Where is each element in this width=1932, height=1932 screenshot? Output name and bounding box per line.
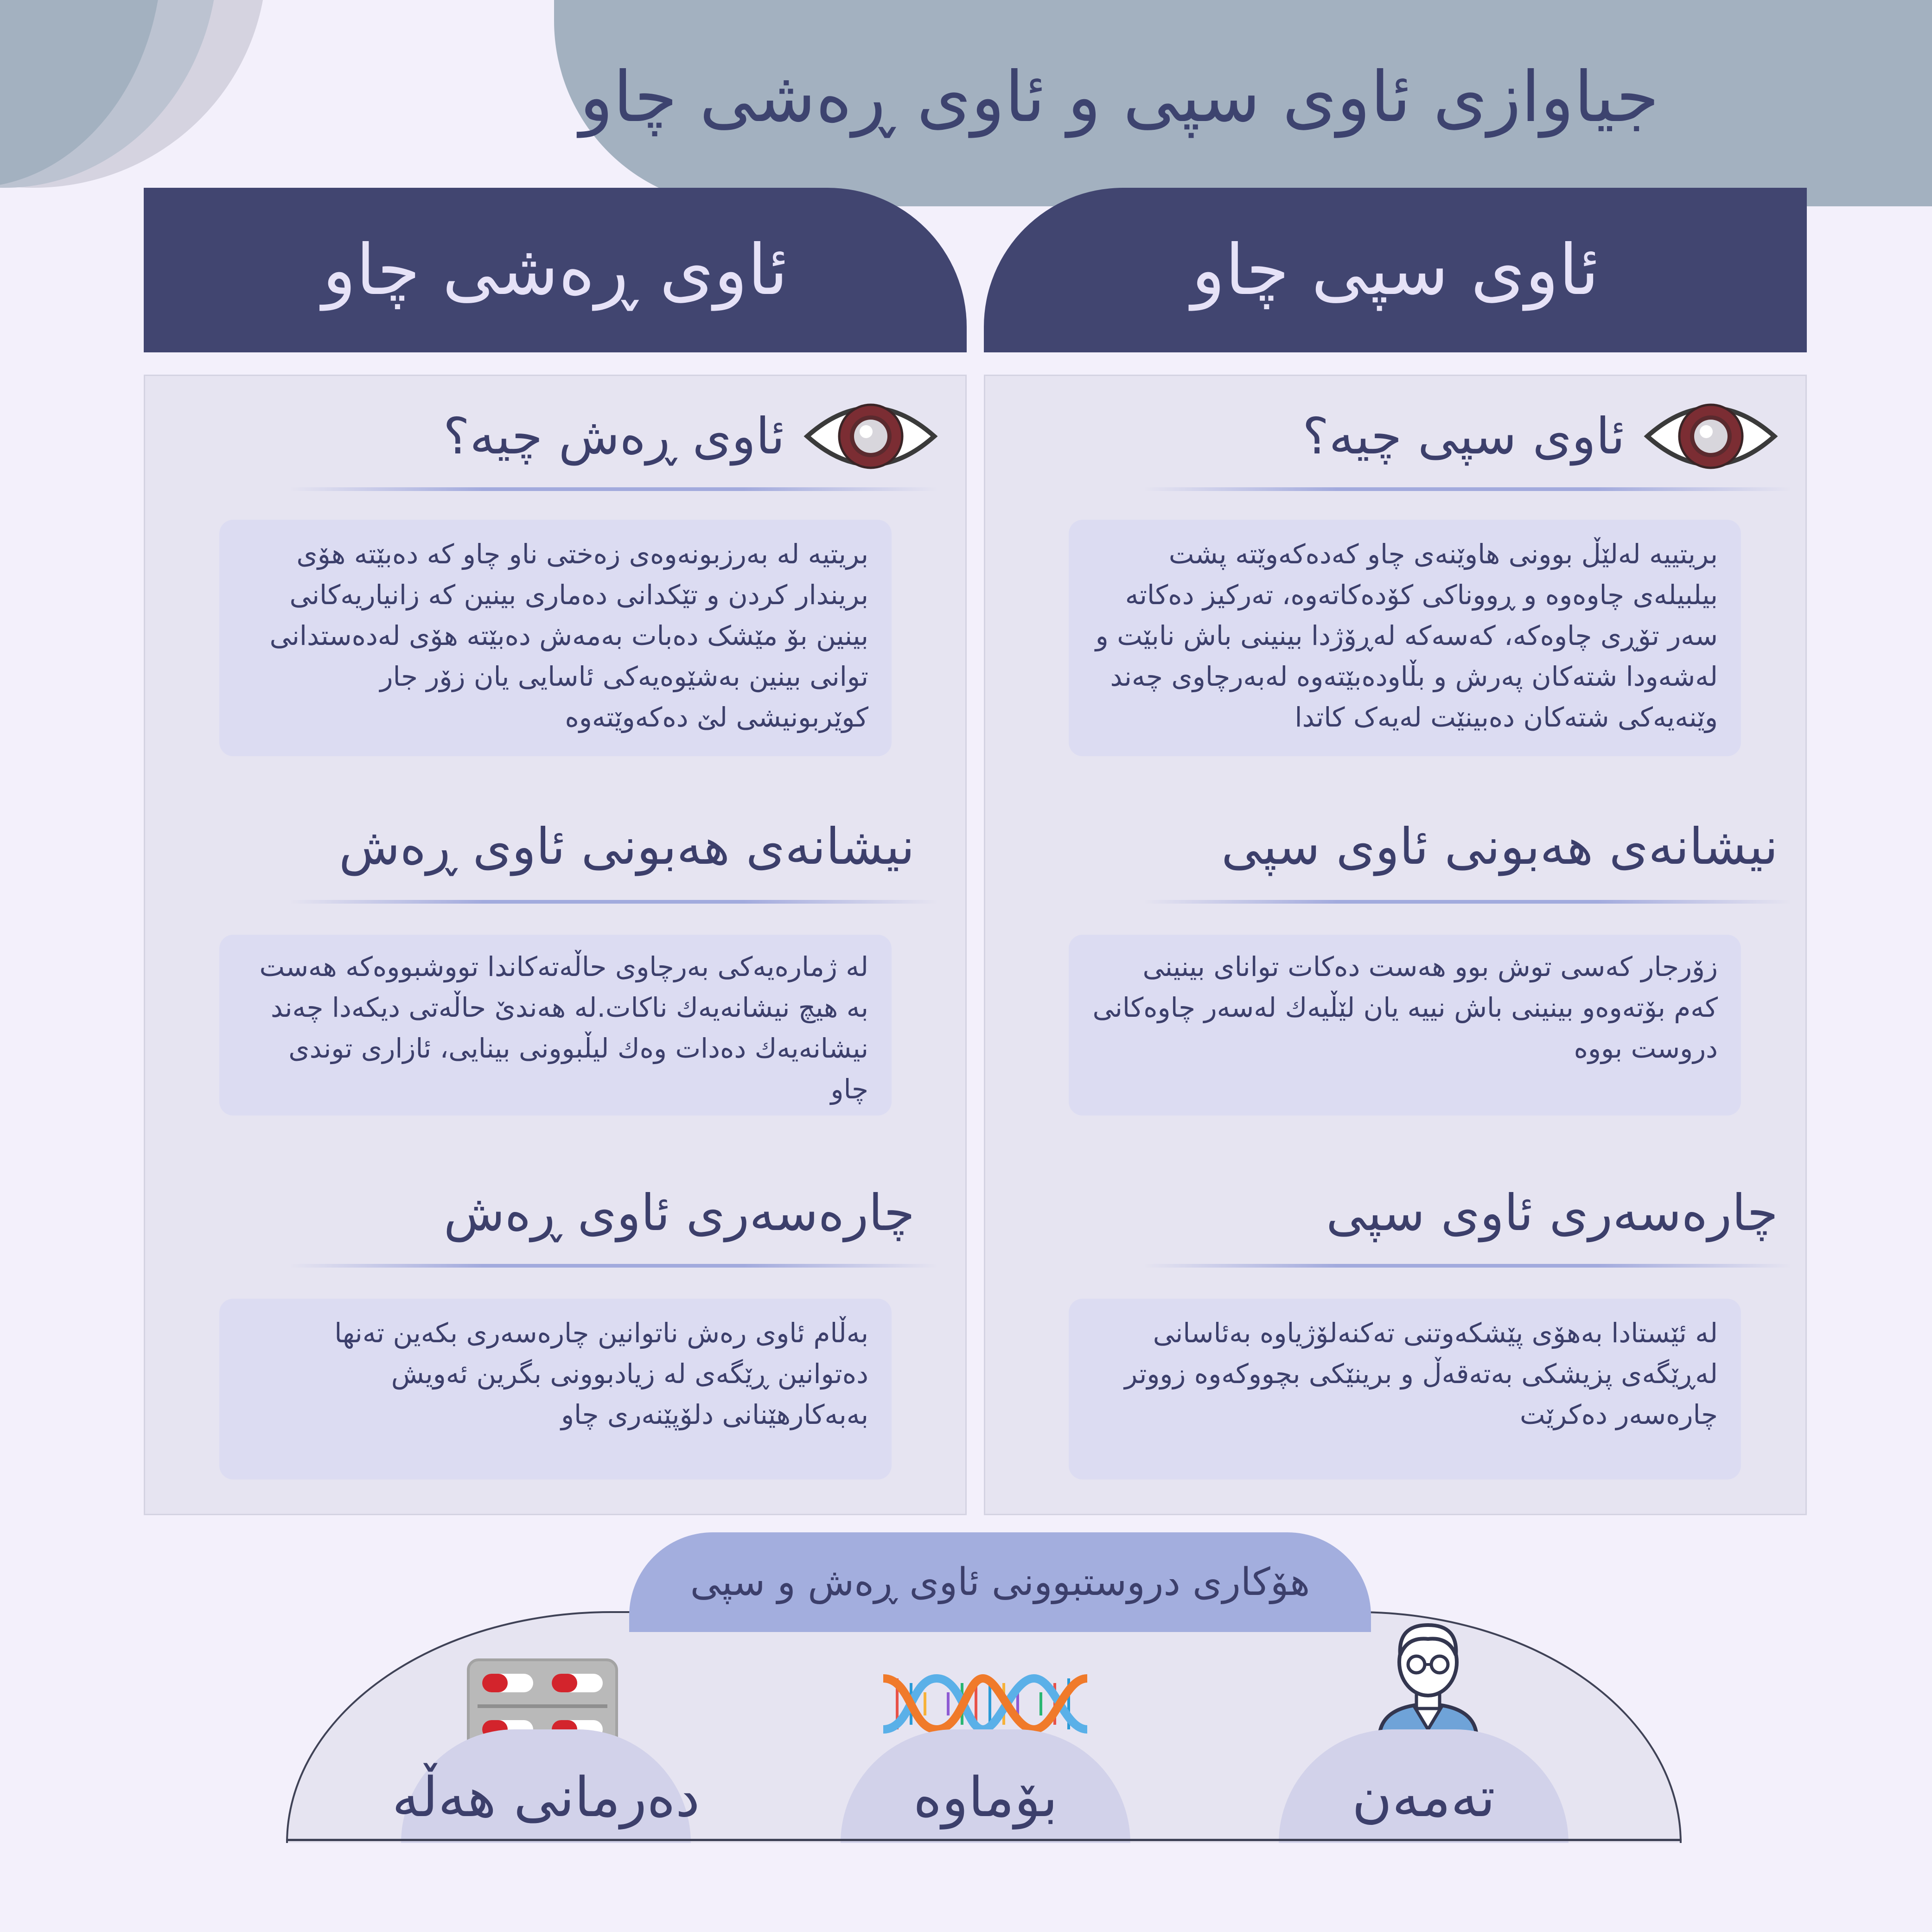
divider: [289, 900, 938, 904]
cataract-treatment-text: لە ئێستادا بەهۆی پێشکەوتنی تەکنەلۆژیاوە بەئاسانی لەڕێگەی پزیشکی بەتەقەڵ و برینێکی بچووکەوە زووتر چارەسەر دەکرێت: [1069, 1299, 1741, 1479]
cataract-panel: [984, 375, 1807, 1515]
cataract-what-heading-text: ئاوی سپی چیە؟: [1302, 407, 1625, 465]
causes-title: هۆکاری دروستبوونی ئاوی ڕەش و سپی: [629, 1532, 1371, 1632]
cataract-treatment-heading-text: چارەسەری ئاوی سپی: [1326, 1184, 1778, 1242]
cataract-signs-text: زۆرجار کەسی توش بوو هەست دەکات توانای بینینی کەم بۆتەوەو بینینی باش نییە یان لێڵیەك لەسەر چاوەکانی دروست بووە: [1069, 935, 1741, 1116]
glaucoma-signs-heading-text: نیشانەی هەبونی ئاوی ڕەش: [338, 817, 915, 876]
divider: [289, 1264, 938, 1268]
header-glaucoma: ئاوی ڕەشی چاو: [144, 188, 967, 352]
glaucoma-definition-text: بریتیە لە بەرزبونەوەی زەختی ناو چاو کە دەبێتە هۆی بریندار کردن و تێکدانی دەماری بینین کە زانیاریەکانی بینین بۆ مێشک دەبات بەمەش دەبێتە هۆی لەدەستدانی توانی بینین بەشێوەیەکی ئاسایی یان زۆر جار کوێربونیشی لێ دەکەوێتەوە: [219, 520, 892, 756]
glaucoma-panel: [144, 375, 967, 1515]
glaucoma-treatment-heading: [191, 1173, 915, 1252]
cataract-definition-text: بریتییە لەلێڵ بوونی هاوێنەی چاو کەدەکەوێتە پشت بیلبیلەی چاوەوە و ڕووناکی کۆدەکاتەوە، تەرکیز دەکاتە سەر تۆڕی چاوەکە، کەسەکە لەڕۆژدا بینینی باش نابێت و لەشەودا شتەکان پەرش و بڵاودەبێتەوە لەبەرچاوی چەند وێنەیەکی شتەکان دەبینێت لەیەک کاتدا: [1069, 520, 1741, 756]
divider: [1143, 900, 1792, 904]
cataract-what-heading: [1055, 397, 1778, 476]
divider: [1143, 487, 1792, 491]
glaucoma-treatment-text: بەڵام ئاوی رەش ناتوانین چارەسەری بکەین تەنها دەتوانین ڕێگەی لە زیادبوونی بگرین ئەویش بەبەکارهێنانی دلۆپێنەری چاو: [219, 1299, 892, 1479]
glaucoma-treatment-heading-text: چارەسەری ئاوی ڕەش: [443, 1184, 915, 1242]
cause-age: تەمەن: [1279, 1729, 1569, 1843]
cataract-signs-heading: [1055, 807, 1778, 886]
divider: [1143, 1264, 1792, 1268]
glaucoma-signs-text: لە ژمارەیەکی بەرچاوی حاڵەتەکاندا تووشبووەکە هەست بە هیچ نیشانەیەك ناکات.لە هەندێ حاڵەتی دیکەدا چەند نیشانەیەك دەدات وەك لیڵبوونی بینایی، ئازاری توندی چاو: [219, 935, 892, 1116]
eye-icon: [1644, 398, 1778, 475]
divider: [289, 487, 938, 491]
cause-wrong-medication: دەرمانی هەڵە: [401, 1729, 691, 1843]
eye-icon: [803, 398, 938, 475]
glaucoma-signs-heading: [191, 807, 915, 886]
cataract-signs-heading-text: نیشانەی هەبونی ئاوی سپی: [1221, 817, 1778, 876]
header-cataract: ئاوی سپی چاو: [984, 188, 1807, 352]
glaucoma-what-heading: [215, 397, 938, 476]
cause-heredity: بۆماوە: [841, 1729, 1130, 1843]
glaucoma-what-heading-text: ئاوی ڕەش چیە؟: [443, 407, 785, 465]
page-title: جیاوازی ئاوی سپی و ئاوی ڕەشی چاو: [580, 57, 1659, 138]
cataract-treatment-heading: [1055, 1173, 1778, 1252]
bottom-line: [286, 1839, 1682, 1841]
